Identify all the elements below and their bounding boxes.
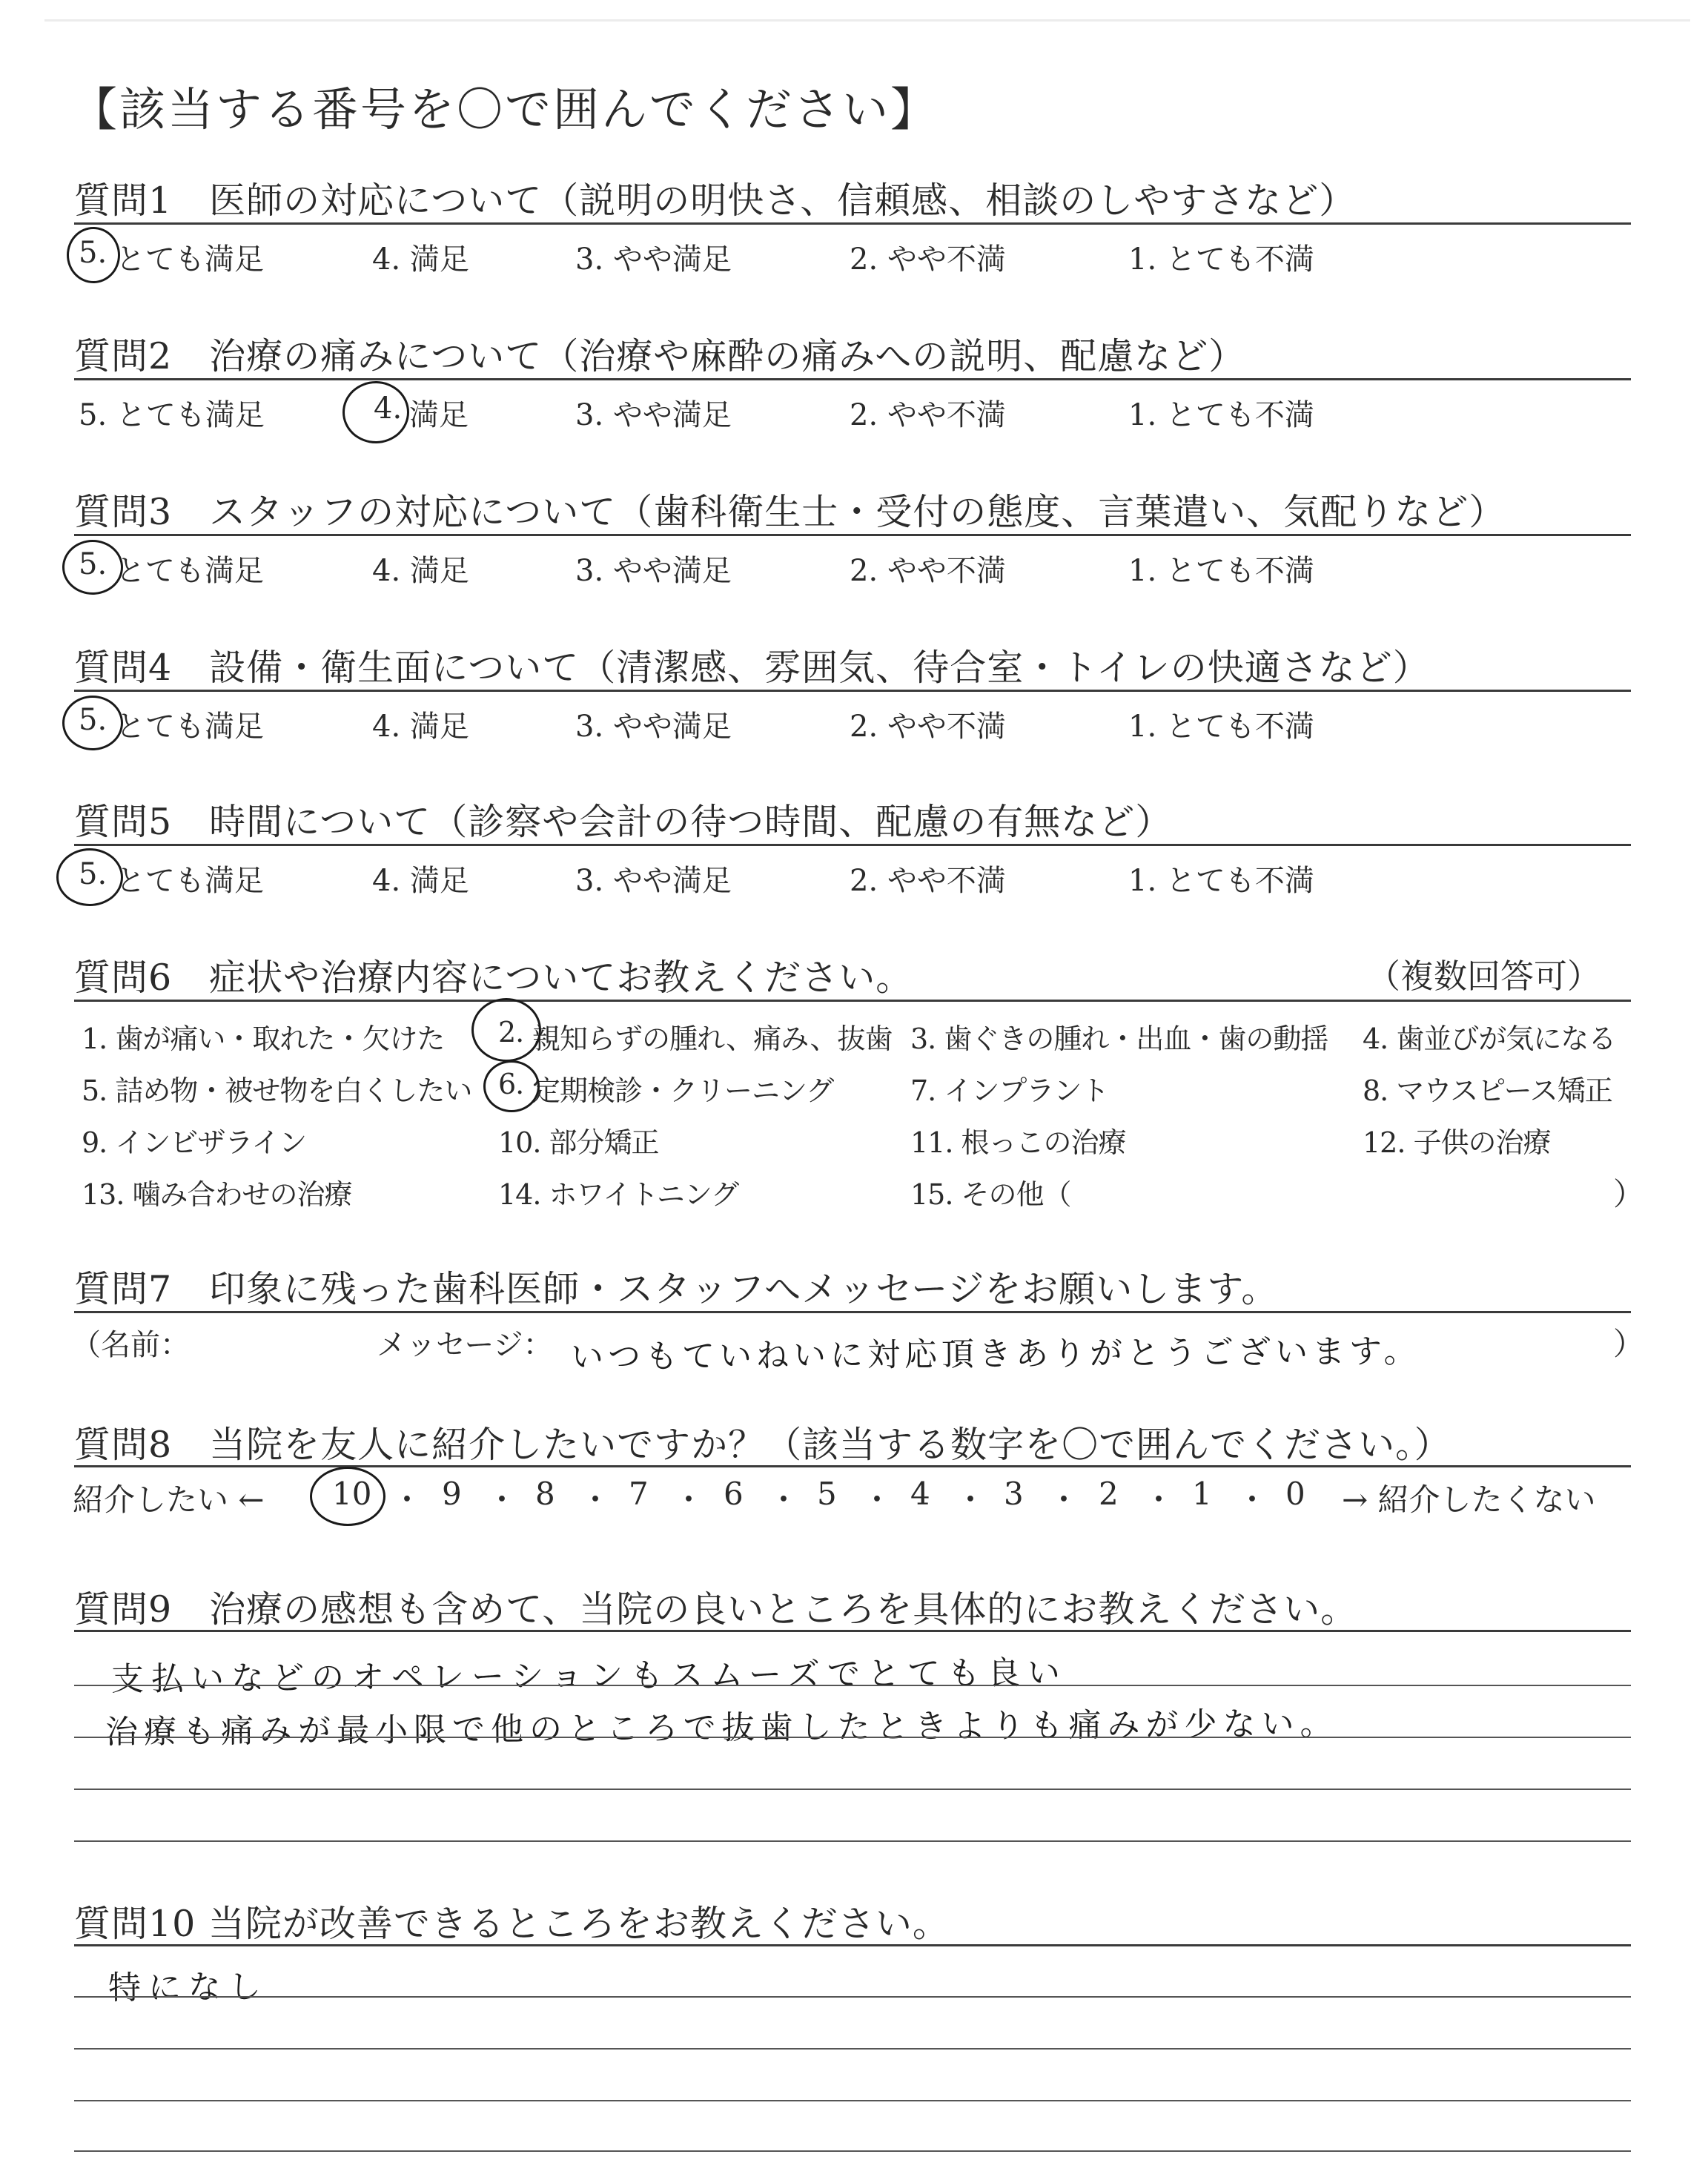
q6-option-4[interactable]: 4. 歯並びが気になる bbox=[1363, 1023, 1616, 1055]
q10-answer-rule bbox=[74, 2100, 1631, 2101]
q8-scale-7[interactable]: 7 bbox=[629, 1476, 649, 1512]
question-3-title: 質問3 スタッフの対応について（歯科衛生士・受付の態度、言葉遣い、気配りなど） bbox=[74, 491, 1506, 533]
question-1-rule bbox=[74, 222, 1631, 225]
q4-option-4[interactable]: 4. 満足 bbox=[372, 710, 469, 744]
q8-scale-sep: ・ bbox=[391, 1482, 423, 1518]
q1-option-1[interactable]: 1. とても不満 bbox=[1128, 242, 1314, 277]
q8-scale-sep: ・ bbox=[861, 1482, 893, 1518]
question-2-rule bbox=[74, 378, 1631, 380]
q6-option-14[interactable]: 14. ホワイトニング bbox=[498, 1178, 739, 1211]
q6-selected-circle-2 bbox=[471, 998, 541, 1062]
q8-scale-10[interactable]: 10 bbox=[332, 1476, 372, 1512]
question-6-title: 質問6 症状や治療内容についてお教えください。 bbox=[74, 957, 913, 999]
q8-scale-sep: ・ bbox=[1237, 1482, 1268, 1518]
q8-scale-6[interactable]: 6 bbox=[724, 1476, 744, 1512]
q8-scale-sep: ・ bbox=[580, 1482, 612, 1518]
q1-option-3[interactable]: 3. やや満足 bbox=[575, 242, 732, 277]
q8-scale-0[interactable]: 0 bbox=[1285, 1476, 1305, 1512]
q9-answer-line-2[interactable]: 治療も痛みが最小限で他のところで抜歯したときよりも痛みが少ない。 bbox=[105, 1705, 1339, 1751]
q7-message-label: メッセージ： bbox=[377, 1328, 553, 1362]
q6-option-2-number[interactable]: 2. bbox=[498, 1016, 524, 1048]
q8-scale-5[interactable]: 5 bbox=[817, 1476, 837, 1512]
q5-option-2[interactable]: 2. やや不満 bbox=[850, 864, 1006, 898]
q6-option-13[interactable]: 13. 噛み合わせの治療 bbox=[82, 1178, 352, 1211]
q8-scale-sep: ・ bbox=[955, 1482, 987, 1518]
q3-option-3[interactable]: 3. やや満足 bbox=[575, 554, 732, 588]
q3-option-2[interactable]: 2. やや不満 bbox=[850, 554, 1006, 588]
q8-scale-sep: ・ bbox=[486, 1482, 518, 1518]
q2-option-4-label[interactable]: 満足 bbox=[409, 398, 469, 432]
q4-option-5-number[interactable]: 5. bbox=[79, 703, 107, 737]
question-6-rule bbox=[74, 1000, 1631, 1002]
q4-option-3[interactable]: 3. やや満足 bbox=[575, 710, 732, 744]
q4-selected-circle bbox=[62, 696, 123, 750]
question-10-rule bbox=[74, 1944, 1631, 1946]
q10-answer-rule bbox=[74, 2150, 1631, 2152]
q9-answer-rule bbox=[74, 1685, 1631, 1686]
q1-option-2[interactable]: 2. やや不満 bbox=[850, 242, 1006, 277]
q5-selected-circle bbox=[56, 848, 123, 906]
question-9-rule bbox=[74, 1630, 1631, 1632]
q7-message-handwritten[interactable]: いつもていねいに対応頂きありがとうございます。 bbox=[570, 1332, 1421, 1377]
q8-scale-sep: ・ bbox=[1048, 1482, 1080, 1518]
q6-option-3[interactable]: 3. 歯ぐきの腫れ・出血・歯の動揺 bbox=[910, 1023, 1328, 1055]
q8-scale-2[interactable]: 2 bbox=[1099, 1476, 1119, 1512]
q1-option-4[interactable]: 4. 満足 bbox=[372, 242, 469, 277]
q4-option-5-label[interactable]: とても満足 bbox=[116, 710, 264, 744]
q10-answer-line-1[interactable]: 特になし bbox=[107, 1968, 269, 2007]
q9-answer-rule bbox=[74, 1840, 1631, 1842]
q10-answer-rule bbox=[74, 2048, 1631, 2050]
q1-selected-circle bbox=[67, 227, 120, 283]
q5-option-4[interactable]: 4. 満足 bbox=[372, 864, 469, 898]
q1-option-5-number[interactable]: 5. bbox=[79, 236, 107, 270]
q2-option-1[interactable]: 1. とても不満 bbox=[1128, 398, 1314, 432]
question-7-rule bbox=[74, 1311, 1631, 1313]
q8-scale-sep: ・ bbox=[1143, 1482, 1175, 1518]
q9-answer-rule bbox=[74, 1789, 1631, 1790]
question-1-title: 質問1 医師の対応について（説明の明快さ、信頼感、相談のしやすさなど） bbox=[74, 179, 1357, 222]
q8-left-label: 紹介したい ← bbox=[73, 1482, 265, 1518]
q5-option-3[interactable]: 3. やや満足 bbox=[575, 864, 732, 898]
q4-option-2[interactable]: 2. やや不満 bbox=[850, 710, 1006, 744]
q8-right-label: → 紹介したくない bbox=[1342, 1482, 1596, 1518]
q6-option-10[interactable]: 10. 部分矯正 bbox=[498, 1126, 659, 1159]
q3-option-5-label[interactable]: とても満足 bbox=[116, 554, 264, 588]
q3-option-4[interactable]: 4. 満足 bbox=[372, 554, 469, 588]
question-10-title: 質問10 当院が改善できるところをお教えください。 bbox=[74, 1903, 950, 1945]
q6-multiple-answers-note: （複数回答可） bbox=[1367, 957, 1601, 996]
question-8-rule bbox=[74, 1465, 1631, 1467]
q9-answer-line-1[interactable]: 支払いなどのオペレーションもスムーズでとても良い bbox=[110, 1654, 1068, 1699]
question-7-title: 質問7 印象に残った歯科医師・スタッフへメッセージをお願いします。 bbox=[74, 1268, 1279, 1310]
q6-option-9[interactable]: 9. インビザライン bbox=[82, 1126, 307, 1159]
question-5-title: 質問5 時間について（診察や会計の待つ時間、配慮の有無など） bbox=[74, 801, 1173, 843]
q6-option-15[interactable]: 15. その他（ bbox=[910, 1178, 1071, 1211]
q3-selected-circle bbox=[62, 540, 123, 595]
q2-option-4-number[interactable]: 4. bbox=[374, 392, 403, 426]
q5-option-5-label[interactable]: とても満足 bbox=[116, 864, 264, 898]
question-8-title: 質問8 当院を友人に紹介したいですか？（該当する数字を〇で囲んでください。） bbox=[74, 1424, 1452, 1466]
q6-option-6-label[interactable]: 定期検診・クリーニング bbox=[532, 1074, 834, 1107]
q1-option-5-label[interactable]: とても満足 bbox=[116, 242, 264, 277]
q6-option-8[interactable]: 8. マウスピース矯正 bbox=[1363, 1074, 1612, 1107]
question-4-title: 質問4 設備・衛生面について（清潔感、雰囲気、待合室・トイレの快適さなど） bbox=[74, 647, 1430, 689]
question-2-title: 質問2 治療の痛みについて（治療や麻酔の痛みへの説明、配慮など） bbox=[74, 335, 1246, 377]
q2-option-5[interactable]: 5. とても満足 bbox=[79, 398, 265, 432]
q8-selected-circle bbox=[310, 1467, 385, 1526]
q8-scale-sep: ・ bbox=[673, 1482, 705, 1518]
q2-selected-circle bbox=[342, 381, 409, 443]
q4-option-1[interactable]: 1. とても不満 bbox=[1128, 710, 1314, 744]
q8-scale-3[interactable]: 3 bbox=[1004, 1476, 1024, 1512]
q10-answer-rule bbox=[74, 1996, 1631, 1998]
q2-option-3[interactable]: 3. やや満足 bbox=[575, 398, 732, 432]
q6-option-1[interactable]: 1. 歯が痛い・取れた・欠けた bbox=[82, 1023, 445, 1055]
question-9-title: 質問9 治療の感想も含めて、当院の良いところを具体的にお教えください。 bbox=[74, 1588, 1358, 1631]
q6-option-2-label[interactable]: 親知らずの腫れ、痛み、抜歯 bbox=[532, 1023, 893, 1055]
form-header: 【該当する番号を〇で囲んでください】 bbox=[71, 82, 939, 136]
q8-scale-1[interactable]: 1 bbox=[1192, 1476, 1212, 1512]
q6-selected-circle-6 bbox=[483, 1060, 540, 1112]
q3-option-1[interactable]: 1. とても不満 bbox=[1128, 554, 1314, 588]
q6-option-11[interactable]: 11. 根っこの治療 bbox=[910, 1126, 1126, 1159]
q6-option-15-close-paren: ） bbox=[1613, 1176, 1645, 1212]
question-4-rule bbox=[74, 690, 1631, 692]
q8-scale-8[interactable]: 8 bbox=[535, 1476, 555, 1512]
q3-option-5-number[interactable]: 5. bbox=[79, 547, 107, 581]
q6-option-12[interactable]: 12. 子供の治療 bbox=[1363, 1126, 1551, 1159]
page-edge bbox=[44, 19, 1690, 22]
q2-option-2[interactable]: 2. やや不満 bbox=[850, 398, 1006, 432]
q8-scale-4[interactable]: 4 bbox=[910, 1476, 930, 1512]
question-5-rule bbox=[74, 844, 1631, 846]
q5-option-5-number[interactable]: 5. bbox=[79, 857, 107, 891]
q6-option-5[interactable]: 5. 詰め物・被せ物を白くしたい bbox=[82, 1074, 472, 1107]
q7-name-label: （名前： bbox=[71, 1328, 190, 1362]
q8-scale-sep: ・ bbox=[768, 1482, 800, 1518]
q6-option-7[interactable]: 7. インプラント bbox=[910, 1074, 1109, 1107]
q8-scale-9[interactable]: 9 bbox=[442, 1476, 462, 1512]
q6-option-6-number[interactable]: 6. bbox=[498, 1068, 524, 1100]
q7-close-paren: ） bbox=[1613, 1326, 1645, 1362]
q9-answer-rule bbox=[74, 1737, 1631, 1738]
q5-option-1[interactable]: 1. とても不満 bbox=[1128, 864, 1314, 898]
question-3-rule bbox=[74, 534, 1631, 536]
